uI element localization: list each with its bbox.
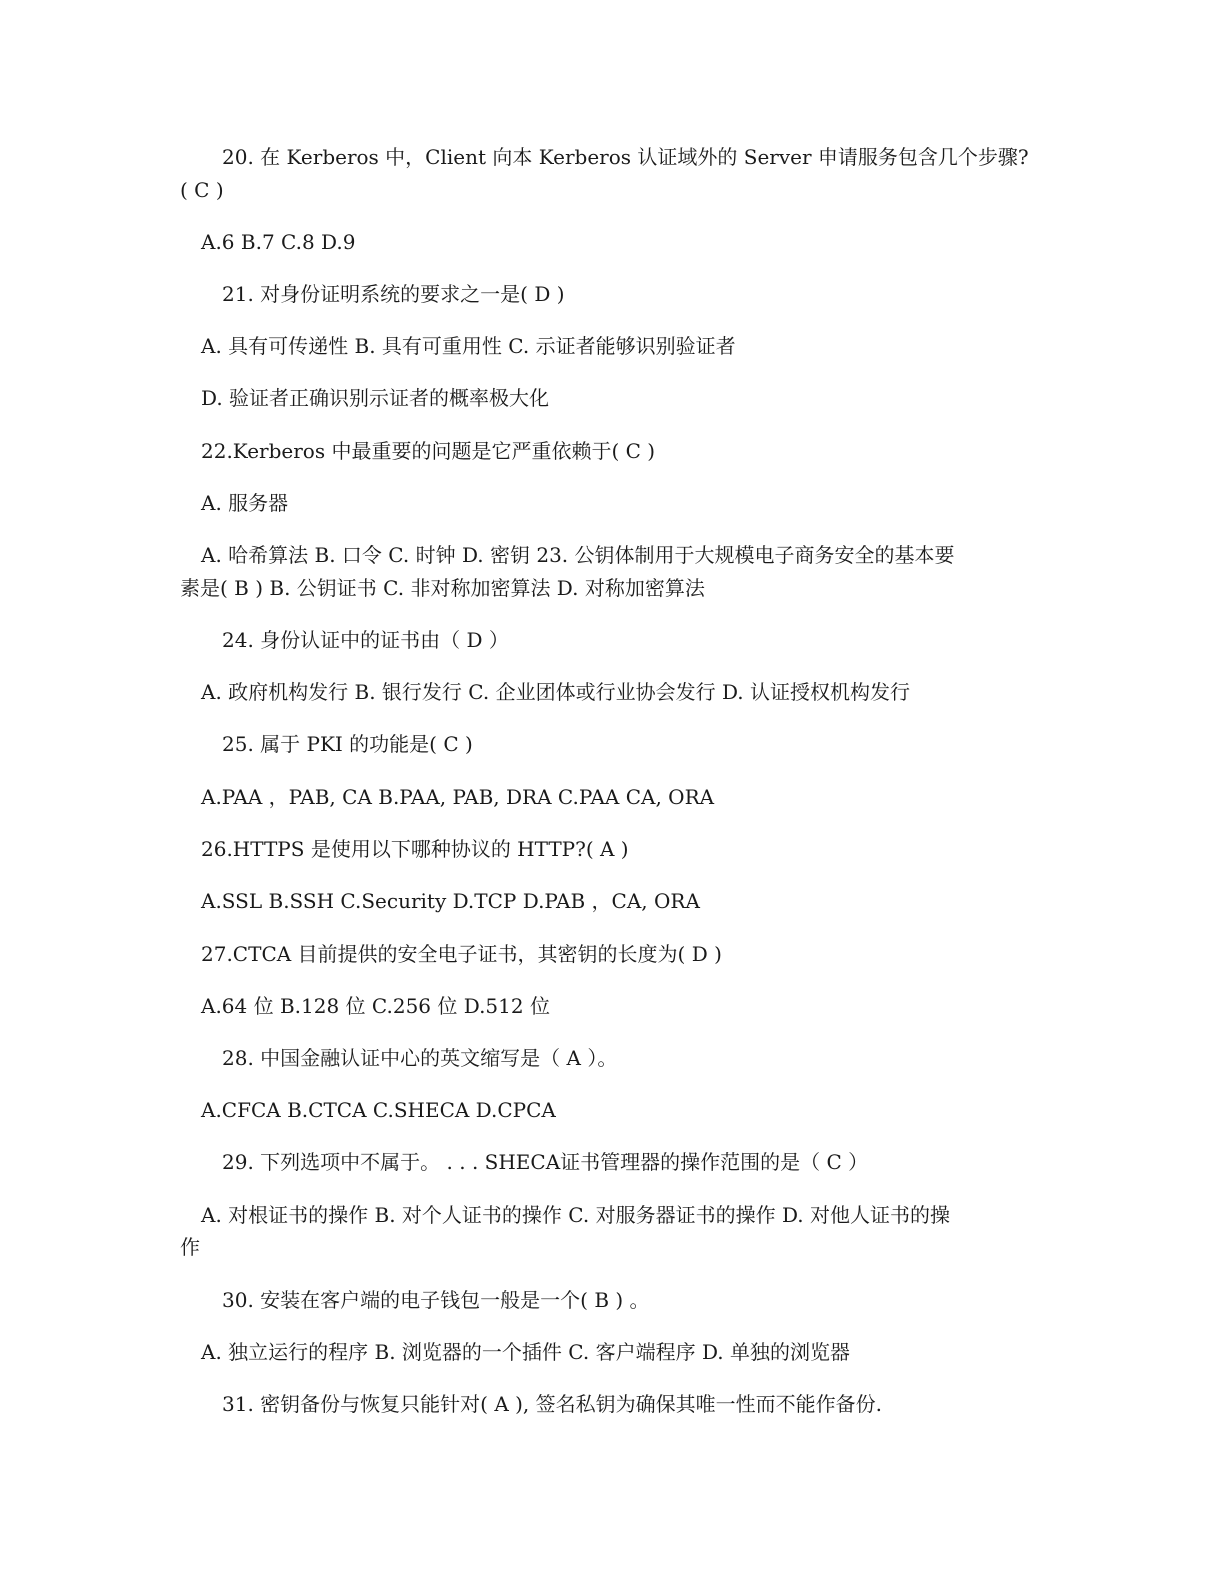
question-21-text: 21. 对身份证明系统的要求之一是( D ) bbox=[222, 282, 565, 306]
question-26-options: A.SSL B.SSH C.Security D.TCP D.PAB ，CA, ORA bbox=[201, 889, 700, 913]
question-30-options: A. 独立运行的程序 B. 浏览器的一个插件 C. 客户端程序 D. 单独的浏览器 bbox=[201, 1340, 850, 1364]
question-24-options: A. 政府机构发行 B. 银行发行 C. 企业团体或行业协会发行 D. 认证授权机构发行 bbox=[201, 680, 910, 704]
question-30-text: 30. 安装在客户端的电子钱包一般是一个( B ) 。 bbox=[222, 1288, 650, 1312]
question-29-text: 29. 下列选项中不属于。 . . . SHECA证书管理器的操作范围的是（ C ） bbox=[222, 1150, 869, 1174]
question-20-answer: ( C ) bbox=[180, 178, 224, 202]
question-22-option-a: A. 服务器 bbox=[201, 491, 289, 515]
question-27-text: 27.CTCA 目前提供的安全电子证书，其密钥的长度为( D ) bbox=[201, 942, 722, 966]
question-22-text: 22.Kerberos 中最重要的问题是它严重依赖于( C ) bbox=[201, 439, 656, 463]
question-22-23-options: A. 哈希算法 B. 口令 C. 时钟 D. 密钥 23. 公钥体制用于大规模电子商务安全的基本要 bbox=[201, 543, 955, 567]
question-28-options: A.CFCA B.CTCA C.SHECA D.CPCA bbox=[201, 1098, 556, 1122]
question-28-text: 28. 中国金融认证中心的英文缩写是（ A ）。 bbox=[222, 1046, 618, 1070]
question-20-text: 20. 在 Kerberos 中，Client 向本 Kerberos 认证域外的 Server 申请服务包含几个步骤? bbox=[222, 145, 1029, 169]
question-25-options: A.PAA ，PAB, CA B.PAA, PAB, DRA C.PAA CA, ORA bbox=[201, 785, 715, 809]
question-23-options: 素是( B ) B. 公钥证书 C. 非对称加密算法 D. 对称加密算法 bbox=[180, 576, 705, 600]
question-25-text: 25. 属于 PKI 的功能是( C ) bbox=[222, 732, 473, 756]
question-21-options-2: D. 验证者正确识别示证者的概率极大化 bbox=[201, 386, 550, 410]
question-24-text: 24. 身份认证中的证书由（ D ） bbox=[222, 628, 509, 652]
question-26-text: 26.HTTPS 是使用以下哪种协议的 HTTP?( A ) bbox=[201, 837, 629, 861]
question-21-options-1: A. 具有可传递性 B. 具有可重用性 C. 示证者能够识别验证者 bbox=[201, 334, 736, 358]
question-29-options: A. 对根证书的操作 B. 对个人证书的操作 C. 对服务器证书的操作 D. 对他人证书的操 bbox=[201, 1203, 950, 1227]
question-29-options-wrap: 作 bbox=[180, 1235, 200, 1259]
question-31-text: 31. 密钥备份与恢复只能针对( A ), 签名私钥为确保其唯一性而不能作备份. bbox=[222, 1392, 882, 1416]
question-20-options: A.6 B.7 C.8 D.9 bbox=[201, 230, 356, 254]
question-27-options: A.64 位 B.128 位 C.256 位 D.512 位 bbox=[201, 994, 550, 1018]
